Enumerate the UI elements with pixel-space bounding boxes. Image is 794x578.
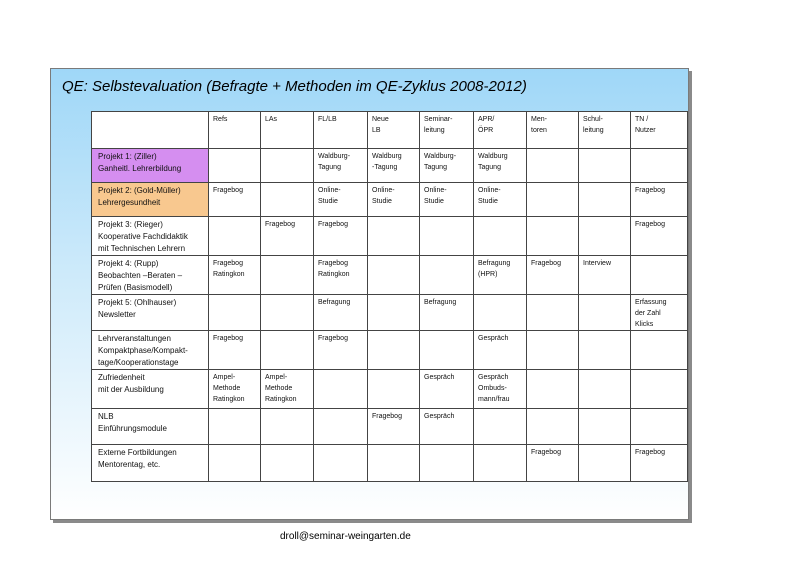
table-cell: [579, 445, 631, 482]
table-cell: [579, 331, 631, 370]
table-cell: Waldburg- Tagung: [314, 149, 368, 183]
table-cell: [209, 149, 261, 183]
table-row: [92, 370, 688, 409]
table-cell: [579, 409, 631, 445]
row-label: Projekt 5: (Ohlhauser) Newsletter: [92, 295, 209, 331]
table-cell: [368, 370, 420, 409]
column-header: APR/ ÖPR: [474, 112, 527, 149]
table-cell: [527, 149, 579, 183]
row-label: Projekt 2: (Gold-Müller) Lehrergesundheit: [92, 183, 209, 217]
table-cell: Fragebog: [209, 331, 261, 370]
table-cell: [209, 217, 261, 256]
table-cell: [474, 295, 527, 331]
table-cell: Ampel- Methode Ratingkon: [261, 370, 314, 409]
table-cell: [314, 445, 368, 482]
table-cell: [631, 409, 688, 445]
column-header: Men- toren: [527, 112, 579, 149]
table-cell: [527, 217, 579, 256]
table-row: [92, 445, 688, 482]
table-cell: [420, 445, 474, 482]
table-cell: [579, 370, 631, 409]
table-cell: Online- Studie: [314, 183, 368, 217]
column-header: Schul- leitung: [579, 112, 631, 149]
table-cell: [314, 409, 368, 445]
row-label: NLB Einführungsmodule: [92, 409, 209, 445]
table-row: [92, 149, 688, 183]
row-label: Zufriedenheit mit der Ausbildung: [92, 370, 209, 409]
table-cell: Fragebog: [314, 217, 368, 256]
table-cell: [261, 149, 314, 183]
table-cell: Gespräch Ombuds- mann/frau: [474, 370, 527, 409]
table-cell: Fragebog: [527, 256, 579, 295]
table-cell: [579, 149, 631, 183]
table-cell: [261, 183, 314, 217]
table-cell: [368, 217, 420, 256]
table-cell: Befragung: [314, 295, 368, 331]
table-cell: [261, 256, 314, 295]
page-title: QE: Selbstevaluation (Befragte + Methoden im QE-Zyklus 2008-2012): [62, 78, 527, 95]
table-cell: [368, 295, 420, 331]
table-row: [92, 331, 688, 370]
table-cell: Fragebog Ratingkon: [209, 256, 261, 295]
table-cell: Fragebog: [368, 409, 420, 445]
table-cell: [209, 295, 261, 331]
column-header: Neue LB: [368, 112, 420, 149]
table-cell: [261, 445, 314, 482]
table-cell: [261, 295, 314, 331]
column-header: FL/LB: [314, 112, 368, 149]
table-row: [92, 256, 688, 295]
table-cell: [631, 149, 688, 183]
table-cell: [631, 370, 688, 409]
table-cell: [527, 331, 579, 370]
table-cell: [579, 295, 631, 331]
table-cell: [368, 445, 420, 482]
row-label: Projekt 4: (Rupp) Beobachten –Beraten – Prüfen (Basismodell): [92, 256, 209, 295]
table-cell: [209, 409, 261, 445]
table-cell: Befragung (HPR): [474, 256, 527, 295]
column-header: Seminar- leitung: [420, 112, 474, 149]
table-cell: Fragebog: [631, 445, 688, 482]
table-cell: Fragebog: [631, 183, 688, 217]
table-cell: Online- Studie: [368, 183, 420, 217]
table-cell: Gespräch: [420, 409, 474, 445]
table-cell: [368, 256, 420, 295]
table-cell: [261, 331, 314, 370]
table-cell: [314, 370, 368, 409]
table-cell: Waldburg Tagung: [474, 149, 527, 183]
table-cell: [420, 217, 474, 256]
evaluation-table: [91, 111, 688, 482]
table-cell: Erfassung der Zahl Klicks: [631, 295, 688, 331]
table-cell: Ampel- Methode Ratingkon: [209, 370, 261, 409]
table-cell: Fragebog: [209, 183, 261, 217]
table-cell: [631, 256, 688, 295]
table-cell: Befragung: [420, 295, 474, 331]
table-cell: [420, 256, 474, 295]
row-label: Projekt 3: (Rieger) Kooperative Fachdidaktik mit Technischen Lehrern: [92, 217, 209, 256]
table-cell: [527, 183, 579, 217]
table-cell: [474, 409, 527, 445]
table-row: [92, 409, 688, 445]
footer-email: droll@seminar-weingarten.de: [280, 531, 411, 542]
column-header: LAs: [261, 112, 314, 149]
table-cell: [474, 445, 527, 482]
table-cell: [368, 331, 420, 370]
column-header: TN / Nutzer: [631, 112, 688, 149]
table-cell: Fragebog: [314, 331, 368, 370]
table-cell: Waldburg -Tagung: [368, 149, 420, 183]
table-cell: [527, 295, 579, 331]
table-cell: Gespräch: [474, 331, 527, 370]
column-header: Refs: [209, 112, 261, 149]
table-row: [92, 183, 688, 217]
table-cell: [209, 445, 261, 482]
table-cell: Interview: [579, 256, 631, 295]
row-label: Lehrveranstaltungen Kompaktphase/Kompakt- tage/Kooperationstage: [92, 331, 209, 370]
row-label: Externe Fortbildungen Mentorentag, etc.: [92, 445, 209, 482]
table-cell: [420, 331, 474, 370]
table-cell: Waldburg- Tagung: [420, 149, 474, 183]
table-row: [92, 217, 688, 256]
table-row: [92, 295, 688, 331]
table-cell: Fragebog: [631, 217, 688, 256]
table-cell: Fragebog: [527, 445, 579, 482]
table-cell: [579, 183, 631, 217]
table-cell: [474, 217, 527, 256]
table-cell: Fragebog: [261, 217, 314, 256]
header-row: [92, 112, 688, 149]
table-cell: Gespräch: [420, 370, 474, 409]
table-cell: Online- Studie: [474, 183, 527, 217]
column-header: [92, 112, 209, 149]
row-label: Projekt 1: (Ziller) Ganheitl. Lehrerbildung: [92, 149, 209, 183]
table-cell: [527, 409, 579, 445]
table-cell: Fragebog Ratingkon: [314, 256, 368, 295]
table-cell: [527, 370, 579, 409]
table-cell: [631, 331, 688, 370]
table-cell: Online- Studie: [420, 183, 474, 217]
table-cell: [579, 217, 631, 256]
table-cell: [261, 409, 314, 445]
